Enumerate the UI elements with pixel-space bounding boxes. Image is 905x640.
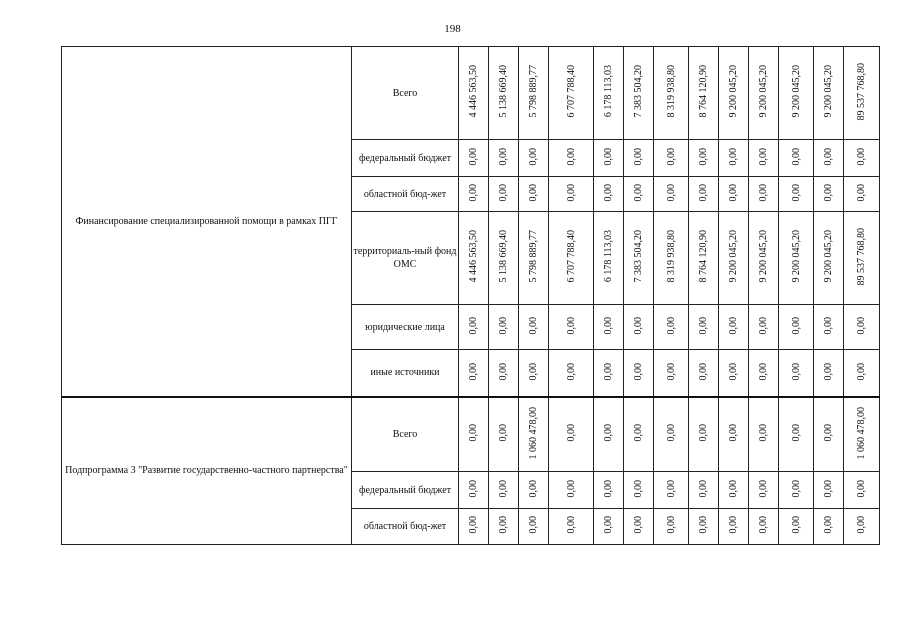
- table-row: [62, 397, 880, 472]
- value-text: 0,00: [603, 479, 614, 498]
- value-cell: [654, 140, 689, 177]
- value-cell: [814, 212, 844, 305]
- value-text: 0,00: [856, 316, 867, 335]
- value-cell: [654, 47, 689, 140]
- value-text: 0,00: [823, 362, 834, 380]
- value-cell: [519, 397, 549, 472]
- value-cell: [519, 212, 549, 305]
- value-text: 0,00: [633, 516, 644, 534]
- value-text: 0,00: [698, 362, 709, 380]
- value-text: 0,00: [498, 316, 509, 335]
- value-cell: [654, 177, 689, 212]
- value-text: 0,00: [728, 147, 739, 166]
- value-text: 8 319 938,80: [665, 230, 677, 283]
- value-cell: [779, 177, 814, 212]
- value-cell: [549, 305, 594, 350]
- value-cell: [779, 350, 814, 397]
- value-cell: [489, 397, 519, 472]
- value-cell: [549, 472, 594, 509]
- value-text: 0,00: [633, 183, 644, 202]
- value-text: 0,00: [728, 424, 739, 442]
- value-text: 0,00: [758, 362, 769, 380]
- value-text: 9 200 045,20: [823, 65, 834, 118]
- value-text: 0,00: [698, 424, 709, 442]
- value-text: 0,00: [665, 183, 677, 202]
- value-text: 1 060 478,00: [856, 406, 867, 459]
- value-cell: [594, 509, 624, 545]
- value-cell: [489, 472, 519, 509]
- program-name: Финансирование специализированной помощи в рамках ПГГ: [62, 47, 352, 397]
- value-cell: [689, 305, 719, 350]
- value-text: 0,00: [565, 424, 577, 442]
- value-cell: [459, 472, 489, 509]
- value-text: 0,00: [528, 183, 539, 202]
- value-text: 0,00: [758, 183, 769, 202]
- value-cell: [719, 47, 749, 140]
- value-text: 0,00: [665, 516, 677, 534]
- value-text: 0,00: [790, 479, 802, 498]
- value-cell: [489, 177, 519, 212]
- value-cell: [549, 509, 594, 545]
- funding-source: юридические лица: [352, 305, 459, 350]
- value-cell: [779, 305, 814, 350]
- value-cell: [844, 47, 880, 140]
- value-cell: [749, 177, 779, 212]
- value-cell: [749, 509, 779, 545]
- value-cell: [844, 397, 880, 472]
- value-cell: [459, 212, 489, 305]
- value-cell: [594, 47, 624, 140]
- value-cell: [844, 350, 880, 397]
- value-cell: [459, 509, 489, 545]
- value-text: 0,00: [603, 147, 614, 166]
- value-cell: [594, 305, 624, 350]
- value-cell: [489, 350, 519, 397]
- value-cell: [749, 397, 779, 472]
- value-cell: [749, 140, 779, 177]
- value-text: 0,00: [823, 516, 834, 534]
- value-text: 0,00: [498, 516, 509, 534]
- value-cell: [489, 305, 519, 350]
- value-cell: [844, 509, 880, 545]
- value-text: 0,00: [633, 147, 644, 166]
- value-text: 0,00: [823, 183, 834, 202]
- table-row: [62, 47, 880, 140]
- value-text: 0,00: [790, 424, 802, 442]
- value-cell: [814, 397, 844, 472]
- value-cell: [814, 305, 844, 350]
- value-text: 0,00: [728, 183, 739, 202]
- value-text: 0,00: [603, 362, 614, 380]
- value-text: 0,00: [823, 479, 834, 498]
- value-cell: [489, 47, 519, 140]
- value-cell: [519, 47, 549, 140]
- value-cell: [459, 305, 489, 350]
- value-cell: [719, 177, 749, 212]
- value-cell: [519, 509, 549, 545]
- value-text: 0,00: [468, 147, 479, 166]
- value-cell: [689, 350, 719, 397]
- value-text: 9 200 045,20: [728, 230, 739, 283]
- funding-source: Всего: [352, 397, 459, 472]
- value-cell: [779, 140, 814, 177]
- value-cell: [814, 472, 844, 509]
- value-cell: [779, 472, 814, 509]
- value-text: 0,00: [528, 362, 539, 380]
- value-cell: [624, 350, 654, 397]
- value-cell: [624, 177, 654, 212]
- value-text: 0,00: [603, 316, 614, 335]
- value-cell: [654, 212, 689, 305]
- value-cell: [654, 305, 689, 350]
- value-text: 0,00: [633, 479, 644, 498]
- value-cell: [459, 177, 489, 212]
- value-text: 0,00: [665, 316, 677, 335]
- value-text: 0,00: [823, 424, 834, 442]
- value-text: 0,00: [565, 183, 577, 202]
- value-cell: [779, 212, 814, 305]
- value-cell: [719, 140, 749, 177]
- value-text: 0,00: [698, 479, 709, 498]
- value-cell: [654, 509, 689, 545]
- value-text: 0,00: [565, 362, 577, 380]
- value-cell: [519, 140, 549, 177]
- value-cell: [624, 212, 654, 305]
- value-text: 0,00: [758, 147, 769, 166]
- value-cell: [689, 140, 719, 177]
- funding-source: федеральный бюджет: [352, 472, 459, 509]
- value-cell: [519, 350, 549, 397]
- value-cell: [844, 177, 880, 212]
- value-text: 5 798 889,77: [528, 65, 539, 118]
- value-text: 5 138 669,40: [498, 65, 509, 118]
- value-text: 0,00: [665, 147, 677, 166]
- value-cell: [814, 140, 844, 177]
- value-text: 0,00: [698, 147, 709, 166]
- value-cell: [749, 47, 779, 140]
- funding-source: федеральный бюджет: [352, 140, 459, 177]
- value-cell: [844, 305, 880, 350]
- value-cell: [779, 397, 814, 472]
- page-number: 198: [444, 23, 461, 35]
- value-cell: [689, 177, 719, 212]
- value-cell: [549, 397, 594, 472]
- value-cell: [624, 397, 654, 472]
- value-cell: [549, 350, 594, 397]
- value-text: 4 446 563,50: [468, 230, 479, 283]
- value-cell: [689, 47, 719, 140]
- value-text: 0,00: [790, 516, 802, 534]
- value-text: 0,00: [633, 424, 644, 442]
- value-cell: [594, 397, 624, 472]
- value-text: 9 200 045,20: [758, 65, 769, 118]
- funding-source: Всего: [352, 47, 459, 140]
- value-text: 0,00: [498, 362, 509, 380]
- value-text: 0,00: [565, 516, 577, 534]
- value-cell: [519, 472, 549, 509]
- value-cell: [749, 212, 779, 305]
- value-cell: [749, 305, 779, 350]
- value-text: 8 764 120,90: [698, 65, 709, 118]
- value-cell: [519, 305, 549, 350]
- value-text: 0,00: [498, 424, 509, 442]
- value-cell: [719, 350, 749, 397]
- value-cell: [749, 350, 779, 397]
- value-cell: [844, 472, 880, 509]
- value-cell: [689, 509, 719, 545]
- value-cell: [719, 305, 749, 350]
- value-cell: [814, 47, 844, 140]
- value-text: 0,00: [758, 316, 769, 335]
- value-text: 7 383 504,20: [633, 230, 644, 283]
- value-cell: [689, 397, 719, 472]
- value-text: 8 319 938,80: [665, 65, 677, 118]
- funding-source: территориаль-ный фонд ОМС: [352, 212, 459, 305]
- value-text: 8 764 120,90: [698, 230, 709, 283]
- value-cell: [814, 350, 844, 397]
- value-cell: [519, 177, 549, 212]
- value-cell: [624, 305, 654, 350]
- value-text: 0,00: [528, 479, 539, 498]
- value-text: 9 200 045,20: [790, 230, 802, 283]
- funding-source: областной бюд-жет: [352, 509, 459, 545]
- value-text: 6 707 788,40: [565, 65, 577, 118]
- value-text: 0,00: [790, 183, 802, 202]
- program-name: Подпрограмма 3 "Развитие государственно-частного партнерства": [62, 397, 352, 545]
- value-text: 0,00: [728, 479, 739, 498]
- value-cell: [489, 212, 519, 305]
- value-cell: [814, 177, 844, 212]
- value-text: 0,00: [468, 316, 479, 335]
- value-text: 0,00: [698, 516, 709, 534]
- value-cell: [719, 509, 749, 545]
- value-text: 7 383 504,20: [633, 65, 644, 118]
- value-cell: [459, 350, 489, 397]
- value-text: 0,00: [728, 516, 739, 534]
- value-cell: [814, 509, 844, 545]
- value-cell: [844, 140, 880, 177]
- value-text: 0,00: [603, 424, 614, 442]
- value-cell: [654, 397, 689, 472]
- value-text: 5 798 889,77: [528, 230, 539, 283]
- value-cell: [689, 212, 719, 305]
- value-text: 0,00: [468, 183, 479, 202]
- value-text: 6 178 113,03: [603, 230, 614, 283]
- value-text: 89 537 768,80: [856, 227, 867, 286]
- value-cell: [624, 509, 654, 545]
- value-text: 9 200 045,20: [790, 65, 802, 118]
- value-cell: [719, 212, 749, 305]
- value-cell: [779, 509, 814, 545]
- value-text: 0,00: [823, 316, 834, 335]
- value-cell: [844, 212, 880, 305]
- table-body: [62, 47, 880, 545]
- value-text: 0,00: [468, 479, 479, 498]
- value-cell: [459, 140, 489, 177]
- value-text: 0,00: [856, 362, 867, 380]
- value-text: 0,00: [665, 362, 677, 380]
- value-text: 0,00: [758, 424, 769, 442]
- value-cell: [749, 472, 779, 509]
- value-text: 9 200 045,20: [823, 230, 834, 283]
- value-text: 0,00: [528, 316, 539, 335]
- value-text: 1 060 478,00: [528, 406, 539, 459]
- funding-source: иные источники: [352, 350, 459, 397]
- value-cell: [459, 47, 489, 140]
- value-cell: [719, 472, 749, 509]
- value-text: 0,00: [728, 362, 739, 380]
- value-text: 0,00: [758, 479, 769, 498]
- value-cell: [624, 140, 654, 177]
- value-text: 0,00: [498, 183, 509, 202]
- value-cell: [654, 350, 689, 397]
- value-text: 89 537 768,80: [856, 62, 867, 121]
- value-text: 0,00: [790, 316, 802, 335]
- value-text: 4 446 563,50: [468, 65, 479, 118]
- value-text: 5 138 669,40: [498, 230, 509, 283]
- value-cell: [549, 140, 594, 177]
- value-text: 0,00: [856, 147, 867, 166]
- value-text: 6 707 788,40: [565, 230, 577, 283]
- value-text: 0,00: [565, 147, 577, 166]
- value-text: 0,00: [856, 516, 867, 534]
- value-text: 0,00: [856, 183, 867, 202]
- funding-source: областной бюд-жет: [352, 177, 459, 212]
- value-cell: [654, 472, 689, 509]
- value-text: 0,00: [603, 183, 614, 202]
- value-text: 0,00: [665, 424, 677, 442]
- value-text: 0,00: [823, 147, 834, 166]
- value-cell: [594, 140, 624, 177]
- value-text: 0,00: [698, 316, 709, 335]
- value-text: 0,00: [633, 362, 644, 380]
- financing-table: [61, 46, 880, 545]
- value-cell: [549, 212, 594, 305]
- value-cell: [594, 177, 624, 212]
- value-cell: [489, 509, 519, 545]
- value-text: 9 200 045,20: [728, 65, 739, 118]
- value-text: 0,00: [790, 362, 802, 380]
- value-text: 0,00: [468, 424, 479, 442]
- value-cell: [459, 397, 489, 472]
- value-cell: [719, 397, 749, 472]
- value-text: 0,00: [498, 147, 509, 166]
- value-cell: [779, 47, 814, 140]
- value-cell: [624, 472, 654, 509]
- value-cell: [594, 472, 624, 509]
- value-text: 9 200 045,20: [758, 230, 769, 283]
- value-text: 0,00: [528, 516, 539, 534]
- value-text: 0,00: [468, 516, 479, 534]
- value-text: 6 178 113,03: [603, 65, 614, 118]
- value-cell: [549, 47, 594, 140]
- value-text: 0,00: [758, 516, 769, 534]
- value-cell: [594, 350, 624, 397]
- value-cell: [689, 472, 719, 509]
- value-text: 0,00: [498, 479, 509, 498]
- value-text: 0,00: [665, 479, 677, 498]
- value-text: 0,00: [468, 362, 479, 380]
- value-text: 0,00: [728, 316, 739, 335]
- value-cell: [489, 140, 519, 177]
- value-text: 0,00: [603, 516, 614, 534]
- value-cell: [549, 177, 594, 212]
- value-cell: [624, 47, 654, 140]
- value-text: 0,00: [633, 316, 644, 335]
- value-text: 0,00: [528, 147, 539, 166]
- value-text: 0,00: [565, 316, 577, 335]
- value-text: 0,00: [565, 479, 577, 498]
- value-text: 0,00: [856, 479, 867, 498]
- value-text: 0,00: [790, 147, 802, 166]
- value-cell: [594, 212, 624, 305]
- value-text: 0,00: [698, 183, 709, 202]
